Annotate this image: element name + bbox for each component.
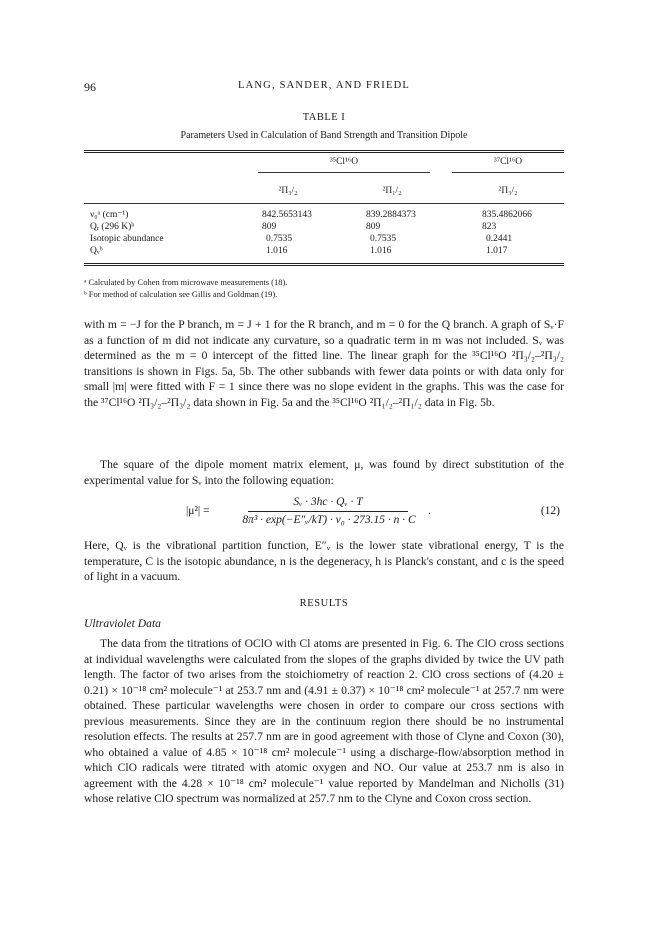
table-cell: 839.2884373 <box>366 210 416 220</box>
table-bottom-rule-double <box>84 265 564 266</box>
table-top-rule <box>84 150 564 151</box>
table-footnote-b: ᵇ For method of calculation see Gillis and Goldman (19). <box>84 289 278 299</box>
paragraph-text: The data from the titrations of OClO with Cl atoms are presented in Fig. 6. The ClO cross sections at individual wavelengths were calculated from the slopes of the graphs divided by twice the UV path length. The factor of two arises from the stoichiometry of reaction 2. ClO cross sections of (4.20 ± 0.21) × 10⁻¹⁸ cm² molecule⁻¹ at 253.7 nm and (4.91 ± 0.37) × 10⁻¹⁸ cm² molecule⁻¹ at 257.7 nm were obtained. These particular wavelengths were chosen in order to compare our cross sections with previous measurements. Since they are in the continuum region there should be no instrumental resolution effects. The results at 257.7 nm are in good agreement with those of Clyne and Coxon (30), who obtained a value of 4.85 × 10⁻¹⁸ cm² molecule⁻¹ using a discharge-flow/absorption method in which ClO radicals were titrated with atomic oxygen and NO. Our value at 253.7 nm is also in agreement with the 4.28 × 10⁻¹⁸ cm² molecule⁻¹ value reported by Mandelman and Nicholls (31) whose relative ClO spectrum was normalized at 257.7 nm to the Clyne and Coxon cross section. <box>84 637 564 805</box>
row-label: Qᵥᵇ <box>90 246 103 256</box>
isotopologue-header-37: ³⁷Cl¹⁶O <box>493 157 523 167</box>
table-cell: 809 <box>262 222 277 232</box>
equation-numerator: Sᵥ · 3hc · Qᵥ · T <box>293 496 363 508</box>
ultraviolet-data-subheading: Ultraviolet Data <box>84 617 161 630</box>
table-cell: 1.017 <box>486 246 508 256</box>
header-span-rule-35 <box>258 172 430 173</box>
paragraph-text: with m = −J for the P branch, m = J + 1 for the R branch, and m = 0 for the Q branch. A graph of Sᵥ·F as a function of m did not indicate any curvature, so a quadratic term in m was not included. Sᵥ was determined as the m = 0 intercept of the fitted line. The linear graph for the ³⁵Cl¹⁶O ²Π₃/₂–²Π₃/₂ transitions is shown in Figs. 5a, 5b. The other subbands with fewer data points or with data only for small |m| were fitted with F = 1 since there was no slope evident in the graphs. This was the case for the ³⁷Cl¹⁶O ²Π₃/₂–²Π₃/₂ data shown in Fig. 5a and the ³⁵Cl¹⁶O ²Π₁/₂–²Π₁/₂ data in Fig. 5b. <box>84 318 564 409</box>
table-footnote-a: ᵃ Calculated by Cohen from microwave measurements (18). <box>84 277 288 287</box>
fraction-bar <box>248 511 408 512</box>
table-caption: Parameters Used in Calculation of Band Strength and Transition Dipole <box>180 130 468 141</box>
equation-denominator: 8π³ · exp(−E″ᵥ/kT) · ν₀ · 273.15 · n · C <box>242 514 416 526</box>
row-label: ν₀ᵃ (cm⁻¹) <box>90 210 129 220</box>
equation-lhs: |μ²| = <box>186 505 210 517</box>
table-cell: 1.016 <box>370 246 392 256</box>
results-heading: RESULTS <box>299 598 349 609</box>
paragraph-uv-results <box>84 636 564 807</box>
table-cell: 0.7535 <box>266 234 293 244</box>
paragraph-fit-description <box>84 317 564 410</box>
equation-period: . <box>428 505 431 517</box>
paragraph-variable-definitions <box>84 538 564 585</box>
table-cell: 1.016 <box>266 246 288 256</box>
table-cell: 823 <box>482 222 497 232</box>
row-label: Qᵣ (296 K)ᵇ <box>90 222 135 232</box>
state-header-3: ²Π₃/₂ <box>498 186 518 196</box>
running-head: LANG, SANDER, AND FRIEDL <box>237 80 410 91</box>
paragraph-dipole-intro <box>84 457 564 488</box>
page-number: 96 <box>84 80 96 94</box>
row-label: Isotopic abundance <box>90 234 164 244</box>
paragraph-text: Here, Qᵥ is the vibrational partition function, E″ᵥ is the lower state vibrational energy, T is the temperature, C is the isotopic abundance, n is the degeneracy, h is Planck's constant, and c is the speed of light in a vacuum. <box>84 539 564 583</box>
table-cell: 842.5653143 <box>262 210 312 220</box>
table-cell: 809 <box>366 222 381 232</box>
table-cell: 0.2441 <box>486 234 513 244</box>
table-title: TABLE I <box>302 112 346 123</box>
isotopologue-header-35: ³⁵Cl¹⁶O <box>329 157 359 167</box>
table-cell: 835.4862066 <box>482 210 532 220</box>
table-cell: 0.7535 <box>370 234 397 244</box>
state-header-2: ²Π₁/₂ <box>382 186 402 196</box>
equation-number: (12) <box>540 505 560 517</box>
state-header-1: ²Π₃/₂ <box>278 186 298 196</box>
paragraph-text: The square of the dipole moment matrix element, μ, was found by direct substitution of the experimental value for Sᵥ into the following equation: <box>84 458 564 487</box>
header-span-rule-37 <box>452 172 564 173</box>
page-header <box>84 80 564 98</box>
table-top-rule-double <box>84 152 564 153</box>
header-bottom-rule <box>84 203 564 204</box>
equation-12 <box>84 496 564 530</box>
table-bottom-rule <box>84 263 564 264</box>
